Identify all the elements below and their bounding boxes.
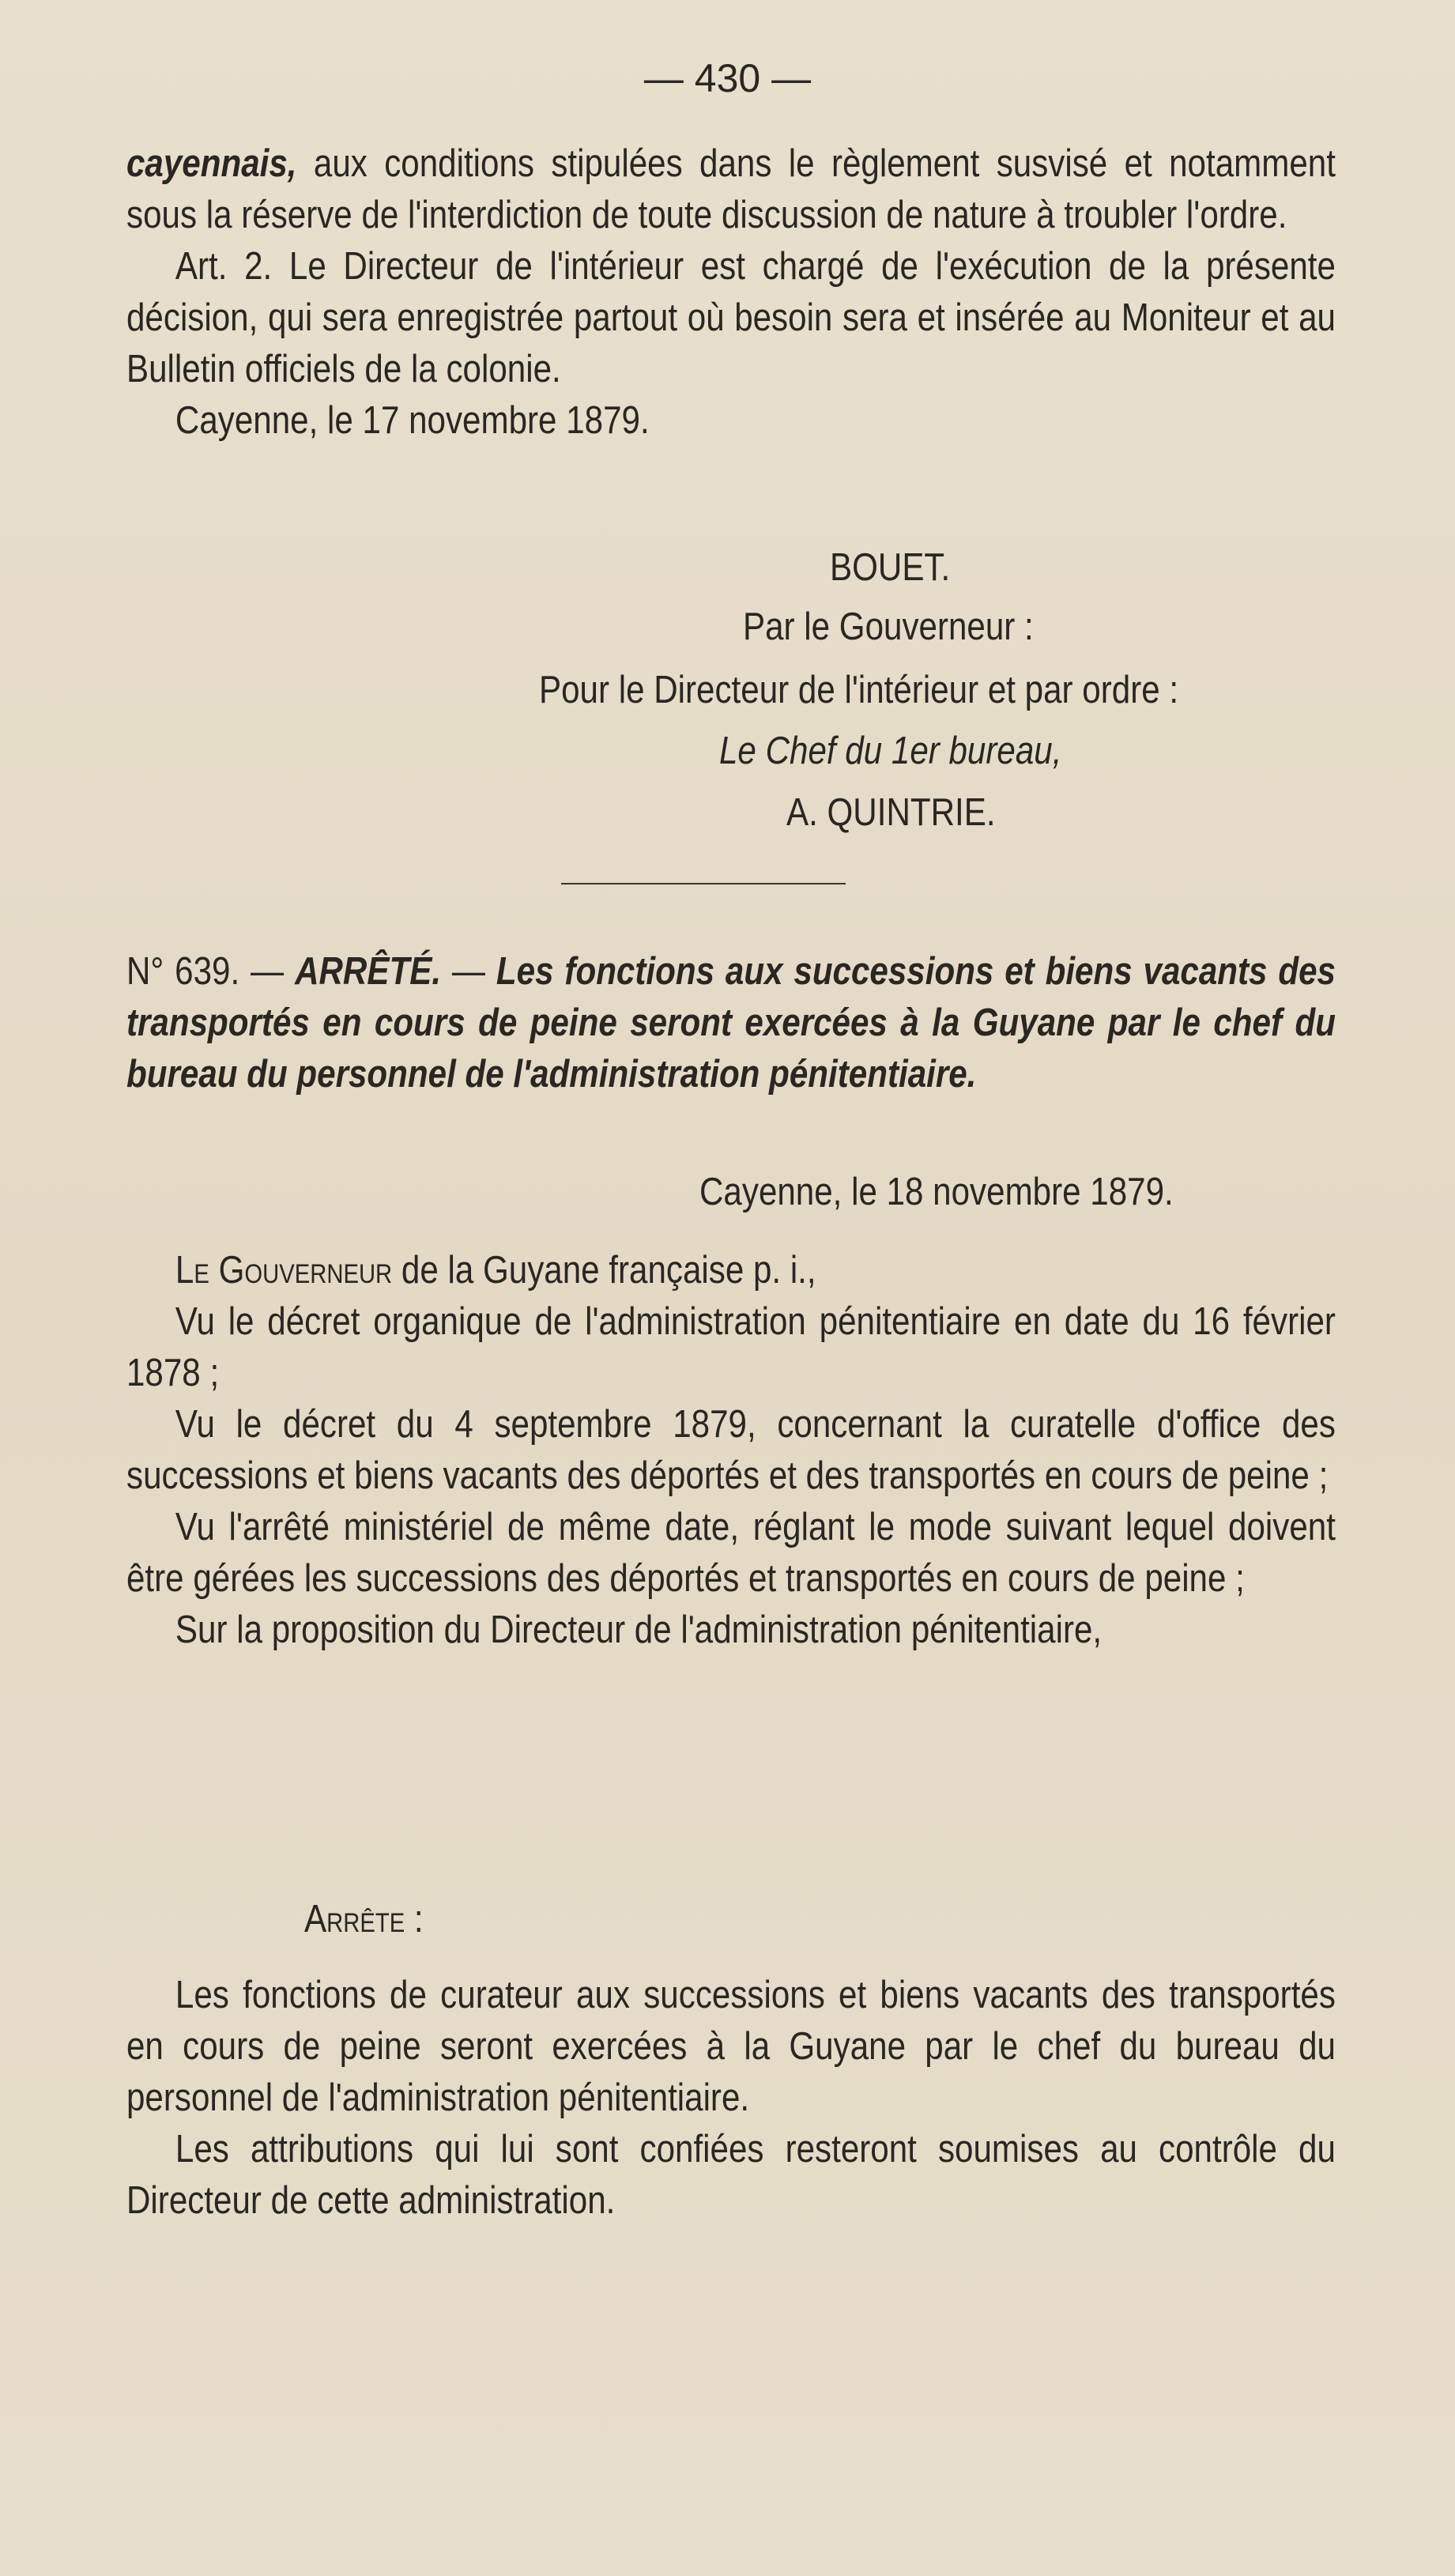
signature-by: Par le Gouverneur :	[743, 605, 1034, 648]
signature-role: Le Chef du 1er bureau,	[719, 730, 1062, 772]
arrete-decision	[126, 1970, 1336, 2227]
place-date: Cayenne, le 17 novembre 1879.	[175, 399, 650, 442]
signature-for: Pour le Directeur de l'intérieur et par ordre :	[539, 669, 1179, 711]
arrete-number: N° 639. —	[126, 950, 285, 993]
decision-paragraph-2: Les attributions qui lui sont confiées resteront soumises au contrôle du Directeur de cette administration.	[126, 2128, 1336, 2222]
decision-paragraph-1: Les fonctions de curateur aux successions et biens vacants des transportés en cours de peine seront exercées à la Guyane par le chef du bureau du personnel de l'administration pénitentiaire.	[126, 1974, 1336, 2119]
page-number: — 430 —	[643, 56, 812, 100]
vu-decree-2: Vu le décret du 4 septembre 1879, concernant la curatelle d'office des successions et biens vacants des déportés et des transportés en cours de peine ;	[126, 1403, 1336, 1497]
section-divider	[561, 883, 846, 884]
article-2: Art. 2. Le Directeur de l'intérieur est chargé de l'exécution de la présente décision, qui sera enregistrée partout où besoin sera et insérée au Moniteur et au Bulletin officiels de la colonie.	[126, 245, 1336, 390]
arrete-date: Cayenne, le 18 novembre 1879.	[699, 1171, 1174, 1213]
arrete-header	[126, 946, 1336, 1100]
signature-signer: A. QUINTRIE.	[786, 791, 996, 834]
continuation-text: aux conditions stipulées dans le règlement susvisé et notamment sous la réserve de l'interdiction de toute discussion de nature à troubler l'ordre.	[126, 142, 1336, 236]
continuation-italic-word: cayennais,	[126, 142, 297, 185]
gouverneur-title: Le Gouverneur	[175, 1249, 393, 1292]
gouverneur-rest: de la Guyane française p. i.,	[392, 1249, 816, 1292]
arrete-dash: —	[441, 950, 486, 993]
arrete-heading: ARRÊTÉ.	[295, 950, 442, 993]
arrete-body	[126, 1245, 1336, 1656]
gouverneur-line	[126, 1245, 1336, 1296]
sur-proposition: Sur la proposition du Directeur de l'administration pénitentiaire,	[175, 1609, 1103, 1651]
signature-name: BOUET.	[830, 546, 951, 589]
continuation-paragraph	[126, 138, 1336, 241]
vu-decree-1: Vu le décret organique de l'administration pénitentiaire en date du 16 février 1878 ;	[126, 1300, 1336, 1394]
vu-decree-3: Vu l'arrêté ministériel de même date, réglant le mode suivant lequel doivent être gérées les successions des déportés et transportés en cours de peine ;	[126, 1506, 1336, 1600]
arrete-summary: Les fonctions aux successions et biens vacants des transportés en cours de peine seront exercées à la Guyane par le chef du bureau du personnel de l'administration pénitentiaire.	[126, 950, 1336, 1096]
arrete-label: Arrête :	[304, 1898, 424, 1940]
continuation-block	[126, 138, 1336, 447]
arrete-title-paragraph	[126, 946, 1336, 1100]
